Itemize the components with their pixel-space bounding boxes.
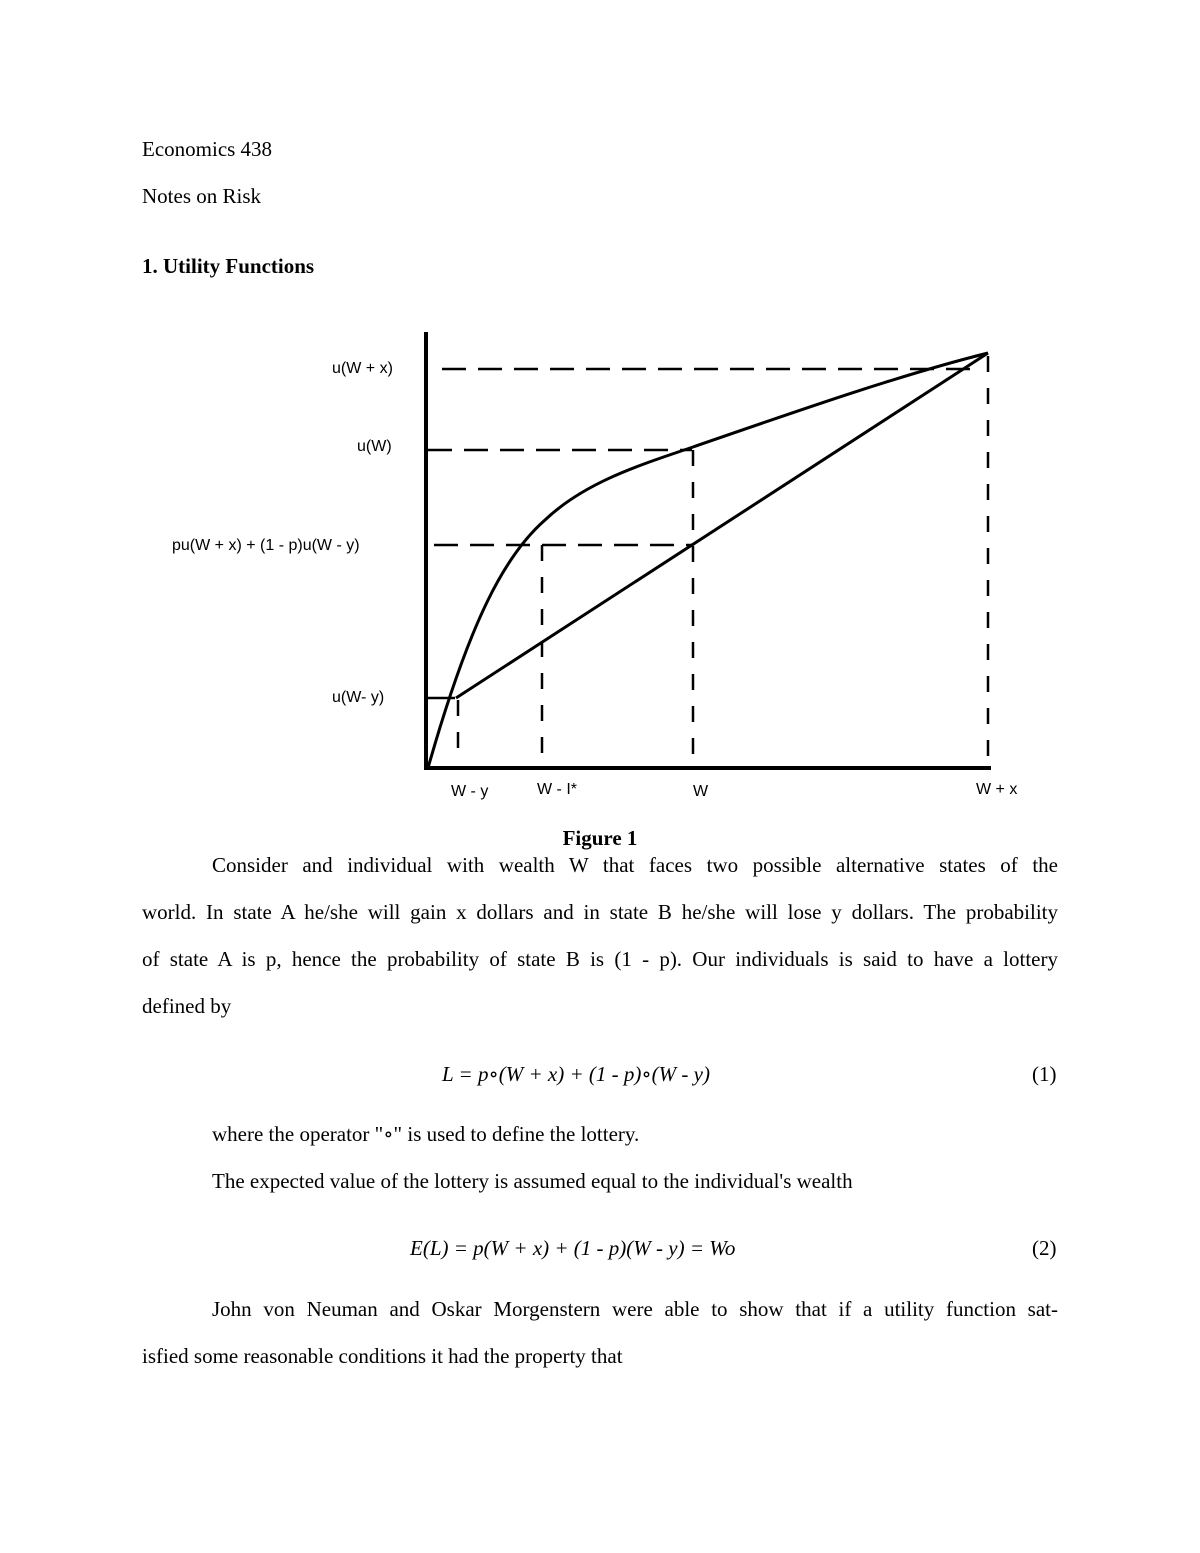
equation-2: E(L) = p(W + x) + (1 - p)(W - y) = Wo <box>410 1236 736 1260</box>
para1-line4: defined by <box>142 994 232 1018</box>
label-expected-utility: pu(W + x) + (1 - p)u(W - y) <box>172 537 360 554</box>
notes-title: Notes on Risk <box>142 184 262 208</box>
course-title: Economics 438 <box>142 137 273 161</box>
equation-1: L = p∘(W + x) + (1 - p)∘(W - y) <box>442 1062 710 1086</box>
label-u-w: u(W) <box>357 438 392 455</box>
section-heading: 1. Utility Functions <box>142 254 315 278</box>
chord-line <box>456 353 988 698</box>
figure-caption: Figure 1 <box>562 826 638 850</box>
label-w-minus-y: W - y <box>451 783 489 800</box>
utility-curve <box>428 353 988 768</box>
expected-value-line: The expected value of the lottery is assumed equal to the individual's wealth <box>212 1169 853 1193</box>
para3-line2: isfied some reasonable conditions it had the property that <box>142 1344 623 1368</box>
para3-line1: John von Neuman and Oskar Morgenstern were able to show that if a utility function sat- <box>212 1297 1058 1321</box>
para1-line3: of state A is p, hence the probability of state B is (1 - p). Our individuals is said to have a lottery <box>142 947 1058 971</box>
equation-2-number: (2) <box>1032 1236 1057 1260</box>
vertical-guides <box>458 356 988 770</box>
horizontal-guides <box>428 369 972 545</box>
label-u-w-plus-x: u(W + x) <box>332 360 393 377</box>
para1-line2: world. In state A he/she will gain x dollars and in state B he/she will lose y dollars. The probability <box>142 900 1058 924</box>
operator-line: where the operator "∘" is used to define the lottery. <box>212 1122 640 1146</box>
label-w-plus-x: W + x <box>976 781 1018 798</box>
label-u-w-minus-y: u(W- y) <box>332 689 385 706</box>
label-w-minus-i: W - I* <box>537 781 577 798</box>
equation-1-number: (1) <box>1032 1062 1057 1086</box>
label-w: W <box>693 783 709 800</box>
para1-line1: Consider and individual with wealth W that faces two possible alternative states of the <box>212 853 1058 877</box>
